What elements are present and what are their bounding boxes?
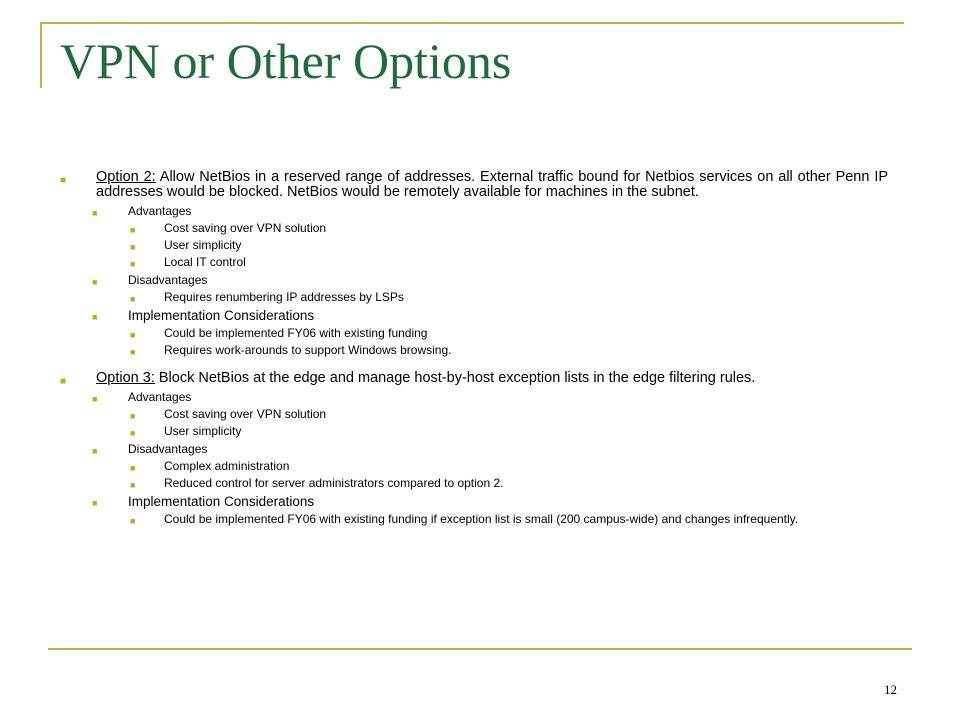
option-3-implementation	[60, 494, 888, 509]
list-item-text: Could be implemented FY06 with existing funding if exception list is small (200 campus-wide) and changes infrequently.	[164, 512, 799, 526]
left-rule	[40, 22, 42, 88]
list-item	[60, 408, 888, 421]
option-3-advantages	[60, 390, 888, 404]
option-3-bullet	[60, 371, 888, 386]
list-item	[60, 513, 888, 526]
slide-title: VPN or Other Options	[60, 33, 512, 89]
list-item	[60, 291, 888, 304]
option-2-disadvantages	[60, 273, 888, 287]
implementation-label: Implementation Considerations	[128, 494, 315, 509]
list-item	[60, 239, 888, 252]
bullet-icon: ■	[60, 175, 67, 186]
option-2-label: Option 2:	[96, 169, 156, 185]
list-item-text: Local IT control	[164, 255, 246, 269]
disadvantages-label: Disadvantages	[128, 273, 208, 287]
bullet-icon: ■	[92, 312, 98, 322]
list-item-text: Cost saving over VPN solution	[164, 221, 327, 235]
bottom-rule	[48, 648, 912, 650]
implementation-label: Implementation Considerations	[128, 308, 315, 323]
bullet-icon: ■	[130, 463, 136, 473]
option-3-label: Option 3:	[96, 370, 155, 386]
bullet-icon: ■	[130, 347, 136, 357]
top-rule	[40, 22, 904, 24]
bullet-icon: ■	[130, 428, 136, 438]
list-item-text: Could be implemented FY06 with existing funding	[164, 326, 428, 340]
bullet-icon: ■	[130, 225, 136, 235]
bullet-icon: ■	[130, 259, 136, 269]
disadvantages-label: Disadvantages	[128, 442, 208, 456]
list-item	[60, 222, 888, 235]
list-item	[60, 327, 888, 340]
bullet-icon: ■	[130, 480, 136, 490]
page-number: 12	[884, 682, 897, 697]
bullet-icon: ■	[130, 294, 136, 304]
bullet-icon: ■	[92, 498, 98, 508]
advantages-label: Advantages	[128, 390, 192, 404]
option-2-advantages	[60, 204, 888, 218]
list-item	[60, 256, 888, 269]
list-item-text: Complex administration	[164, 459, 290, 473]
list-item	[60, 477, 888, 490]
bullet-icon: ■	[60, 376, 67, 387]
bullet-icon: ■	[92, 277, 98, 287]
list-item-text: User simplicity	[164, 238, 242, 252]
bullet-icon: ■	[130, 330, 136, 340]
list-item-text: Cost saving over VPN solution	[164, 407, 327, 421]
slide-content	[60, 170, 888, 526]
bullet-icon: ■	[92, 394, 98, 404]
list-item-text: Requires work-arounds to support Windows browsing.	[164, 343, 452, 357]
bullet-icon: ■	[92, 446, 98, 456]
bullet-icon: ■	[92, 208, 98, 218]
list-item	[60, 460, 888, 473]
list-item	[60, 425, 888, 438]
bullet-icon: ■	[130, 411, 136, 421]
advantages-label: Advantages	[128, 204, 192, 218]
list-item-text: Requires renumbering IP addresses by LSPs	[164, 290, 404, 304]
option-3-text: Block NetBios at the edge and manage host-by-host exception lists in the edge filtering rules.	[154, 370, 756, 386]
bullet-icon: ■	[130, 242, 136, 252]
option-2-text: Allow NetBios in a reserved range of addresses. External traffic bound for Netbios services on all other Penn IP addresses would be blocked. NetBios would be remotely available for machines in the subnet.	[96, 169, 889, 200]
bullet-icon: ■	[130, 516, 136, 526]
option-2-bullet	[60, 170, 888, 200]
list-item-text: Reduced control for server administrators compared to option 2.	[164, 476, 504, 490]
option-2-implementation	[60, 308, 888, 323]
list-item	[60, 344, 888, 357]
option-3-disadvantages	[60, 442, 888, 456]
list-item-text: User simplicity	[164, 424, 242, 438]
